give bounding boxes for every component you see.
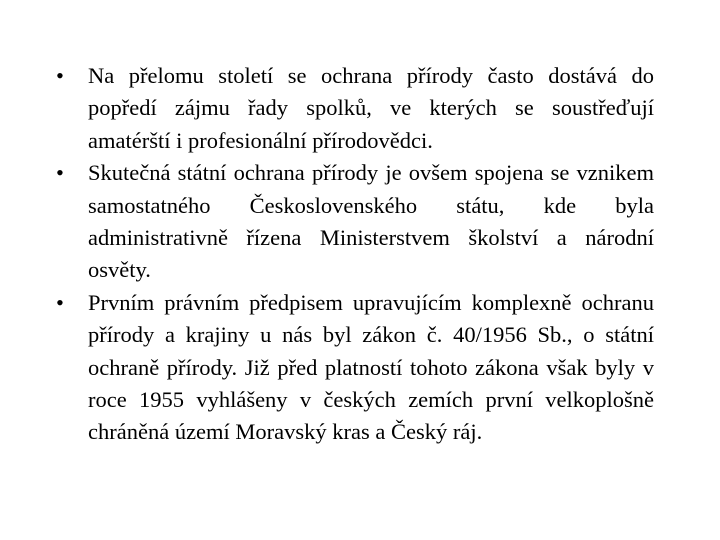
bullet-text: Prvním právním předpisem upravujícím komplexně ochranu přírody a krajiny u nás byl zákon č. 40/1956 Sb., o státní ochraně přírody. Již před platností tohoto zákona však byly v roce 1955 vyhlášeny v českých zemích první velkoplošně chráněná území Moravský kras a Český ráj. [88, 289, 654, 445]
bullet-item [54, 60, 654, 157]
bullet-text: Na přelomu století se ochrana přírody často dostává do popředí zájmu řady spolků, ve kterých se soustřeďují amatérští i profesionální přírodovědci. [88, 63, 654, 153]
bullet-marker: • [56, 160, 64, 186]
bullet-marker: • [56, 63, 64, 88]
bullet-list [54, 60, 654, 449]
bullet-item [54, 157, 654, 287]
bullet-text: Skutečná státní ochrana přírody je ovšem spojena se vznikem samostatného Československého státu, kde byla administrativně řízena Ministerstvem školství a národní osvěty. [88, 160, 654, 283]
bullet-item [54, 287, 654, 449]
bullet-marker: • [56, 289, 64, 315]
